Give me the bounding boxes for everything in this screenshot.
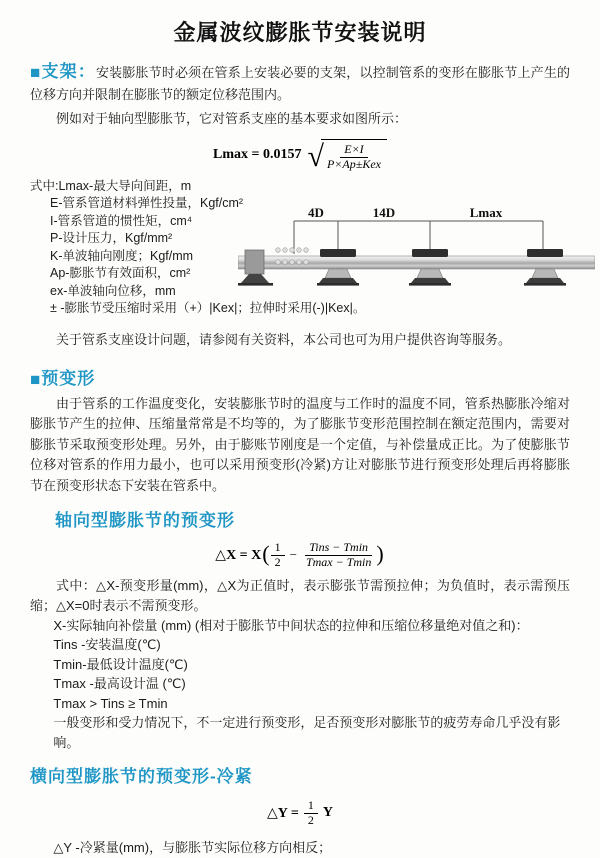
minus-sign: − xyxy=(289,547,297,563)
right-paren: ) xyxy=(376,541,384,567)
consult-note: 关于管系支座设计问题，请参阅有关资料，本公司也可为用户提供咨询等服务。 xyxy=(56,331,512,347)
lateral-formula xyxy=(30,799,570,828)
half-denominator: 2 xyxy=(307,812,314,827)
fraction-numerator: E×I xyxy=(340,143,367,158)
support-section-heading: 支架： xyxy=(41,62,96,81)
support-example-line: 例如对于轴向型膨胀节，它对管系支座的基本要求如图所示： xyxy=(56,111,408,126)
support-intro-paragraph xyxy=(30,61,570,106)
predeform-body: 由于管系的工作温度变化，安装膨胀节时的温度与工作时的温度不同，管系热膨胀冷缩对膨胀节产生的拉伸、压缩量常常是不均等的，为了膨胀节变形范围控制在额定范围内，需要对膨胀节采取预变形处理。另外，由于膨账节刚度是一个定值，与补偿量成正比。为了使膨胀节位移对管系的作用力最小，也可以采用预变形(冷紧)方让对膨胀节进行预变形处理后再将膨胀节在预变形状态下安装在管系中。 xyxy=(30,395,570,493)
half-numerator: 1 xyxy=(271,541,285,556)
lateral-note: △Y -冷紧量(mm)，与膨胀节实际位移方向相反； xyxy=(53,839,332,855)
axial-section-heading: 轴向型膨胀节的预变形 xyxy=(55,511,235,531)
lateral-section-heading: 横向型膨胀节的预变形-冷紧 xyxy=(30,767,253,787)
left-paren: ( xyxy=(262,541,270,567)
dim-label-4d: 4D xyxy=(308,204,324,220)
temp-fraction-numerator: Tins − Tmin xyxy=(305,541,372,556)
half-denominator: 2 xyxy=(274,554,281,569)
axial-formula xyxy=(30,541,570,570)
axial-note-line: 一般变形和受力情况下，不一定进行预变形，足否预变形对膨胀节的疲劳寿命几乎没有影响。 xyxy=(53,715,561,750)
definition-line: Ap-膨胀节有效面积，cm² xyxy=(50,266,191,281)
axial-definition-line: Tmax > Tins ≥ Tmin xyxy=(53,695,168,711)
axial-formula-lhs: △X = X xyxy=(215,547,262,563)
axial-definition-line: Tins -安装温度(℃) xyxy=(53,637,161,653)
pipe-support-diagram xyxy=(238,204,595,300)
axial-where-paragraph: 式中：△X-预变形量(mm)，△X为正值时，表示膨张节需预拉伸；为负值时，表示需预压缩；△X=0时表示不需预变形。 xyxy=(30,577,570,613)
half-numerator: 1 xyxy=(304,799,318,814)
definition-line: ex-单波轴向位移，mm xyxy=(50,283,176,298)
lateral-formula-rhs: Y xyxy=(322,805,333,821)
sqrt-radical-icon: √ xyxy=(307,140,324,174)
definition-line: E-管系管道材料弹性投量，Kgf/cm² xyxy=(50,196,244,211)
definition-line: 式中:Lmax-最大导向间距，m xyxy=(30,178,192,193)
lmax-formula xyxy=(30,139,570,172)
definitions-and-diagram xyxy=(30,178,570,328)
dim-label-lmax: Lmax xyxy=(469,204,503,220)
temp-fraction-denominator: Tmax − Tmin xyxy=(305,554,372,569)
definition-line: I-管系管道的惯性矩，cm⁴ xyxy=(50,213,193,228)
lateral-formula-lhs: △Y = xyxy=(267,805,299,821)
predeform-heading-text: 预变形 xyxy=(41,368,96,388)
formula-lhs: Lmax = 0.0157 xyxy=(213,147,302,163)
definition-line: K-单波轴向刚度；Kgf/mm xyxy=(50,248,194,263)
predeform-section-heading xyxy=(30,364,570,390)
definition-line: P-设计压力，Kgf/mm² xyxy=(50,231,173,246)
sqrt-body xyxy=(321,139,387,172)
axial-definition-line: Tmin-最低设计温度(℃) xyxy=(53,656,188,672)
square-marker-icon: ■ xyxy=(30,63,41,82)
fraction-denominator: P×Ap±Kex xyxy=(326,156,381,171)
axial-definition-line: X-实际轴向补偿量 (mm) (相对于膨胀节中间状态的拉伸和压缩位移量绝对值之和)： xyxy=(53,617,529,633)
dim-label-14d: 14D xyxy=(372,204,396,220)
square-marker-icon: ■ xyxy=(30,369,41,389)
page-title: 金属波纹膨胀节安装说明 xyxy=(173,20,427,45)
support-intro-text: 安装膨胀节时必须在管系上安装必要的支架，以控制管系的变形在膨胀节上产生的位移方向并限制在膨胀节的额定位移范围内。 xyxy=(30,65,570,102)
axial-definition-line: Tmax -最高设计温 (℃) xyxy=(53,676,186,692)
definition-line: ± -膨胀节受压缩时采用（+）|Kex|；拉伸时采用(-)|Kex|。 xyxy=(50,301,366,316)
